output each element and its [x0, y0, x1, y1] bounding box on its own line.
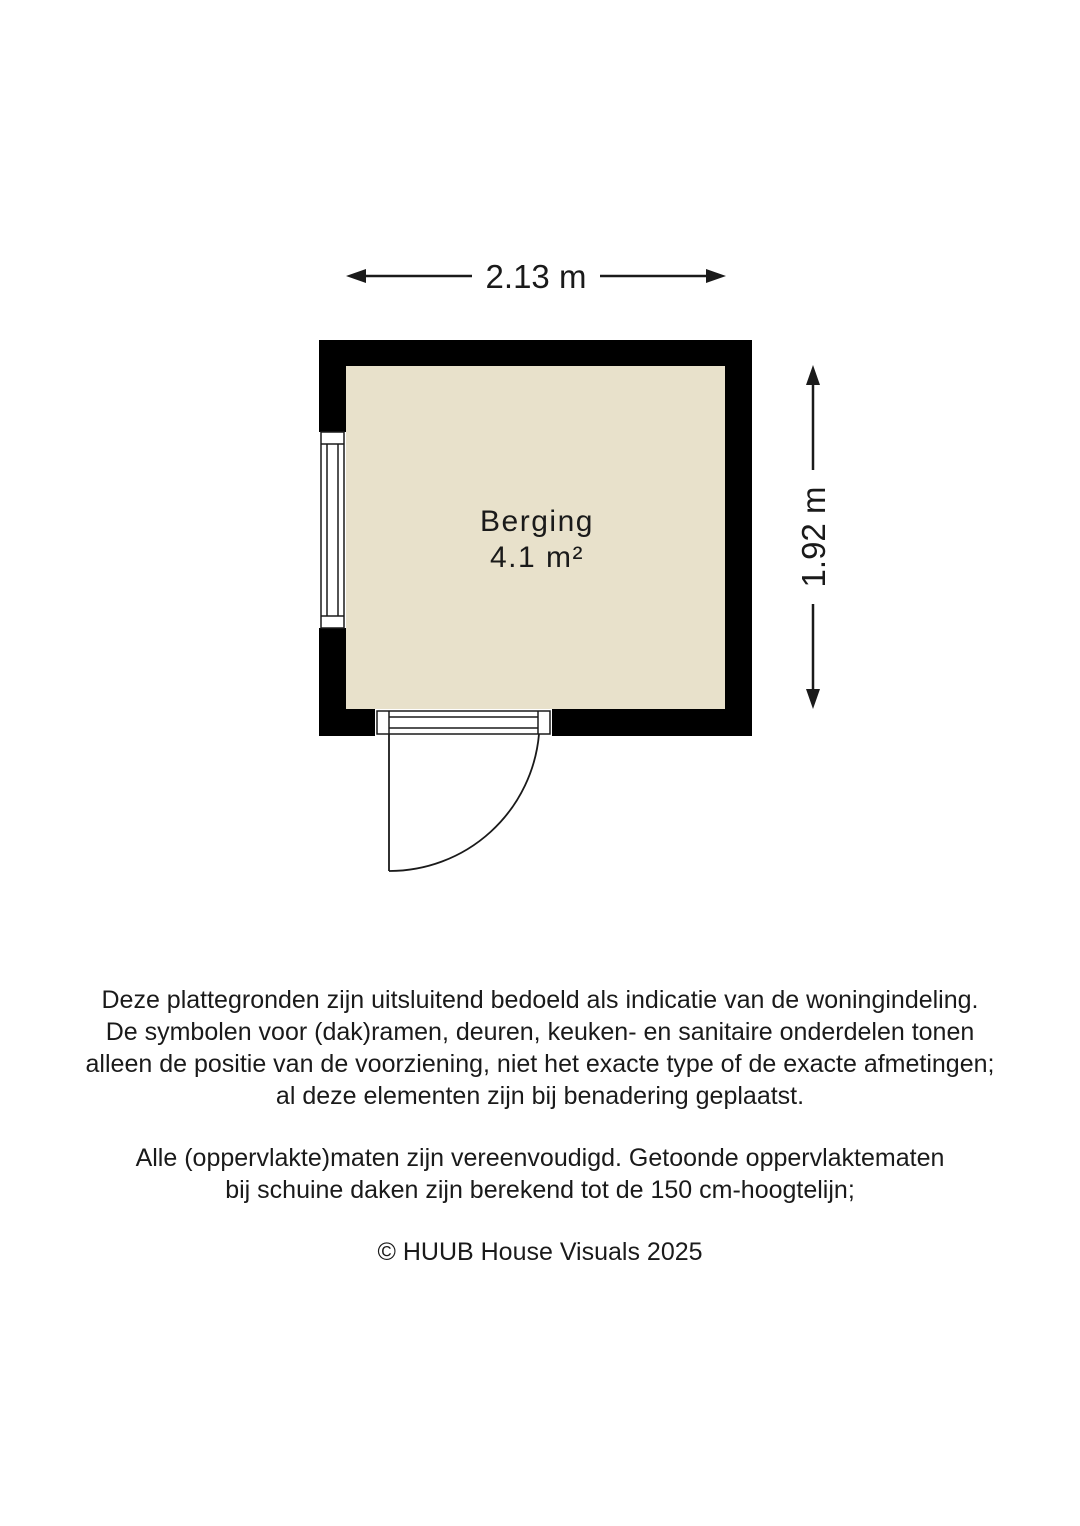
disclaimer-line: alleen de positie van de voorziening, niet het exacte type of de exacte afmetingen;: [85, 1050, 995, 1078]
disclaimer-line: Deze plattegronden zijn uitsluitend bedoeld als indicatie van de woningindeling.: [101, 986, 979, 1014]
room-area: 4.1 m²: [489, 541, 585, 574]
height-dimension-label: 1.92 m: [795, 486, 832, 588]
width-dimension: [346, 258, 726, 295]
arrow-down-icon: [806, 689, 820, 709]
arrow-up-icon: [806, 365, 820, 385]
door-swing-arc: [389, 734, 539, 871]
disclaimer-line: De symbolen voor (dak)ramen, deuren, keuken- en sanitaire onderdelen tonen: [105, 1018, 975, 1046]
height-dimension: [795, 365, 832, 709]
disclaimer-line: Alle (oppervlakte)maten zijn vereenvoudigd. Getoonde oppervlaktematen: [135, 1144, 945, 1172]
copyright-notice: [0, 1236, 1080, 1268]
window-left-wall: [319, 432, 346, 628]
disclaimer-line: al deze elementen zijn bij benadering geplaatst.: [275, 1082, 805, 1110]
disclaimer-paragraph-2: [0, 1142, 1080, 1206]
disclaimer-line: bij schuine daken zijn berekend tot de 150 cm-hoogtelijn;: [225, 1176, 855, 1204]
room-name: Berging: [480, 505, 594, 538]
disclaimer-paragraph-1: [0, 984, 1080, 1112]
door: [375, 709, 552, 871]
width-dimension-label: 2.13 m: [485, 258, 587, 295]
arrow-left-icon: [346, 269, 366, 283]
copyright-text: © HUUB House Visuals 2025: [377, 1238, 703, 1266]
arrow-right-icon: [706, 269, 726, 283]
